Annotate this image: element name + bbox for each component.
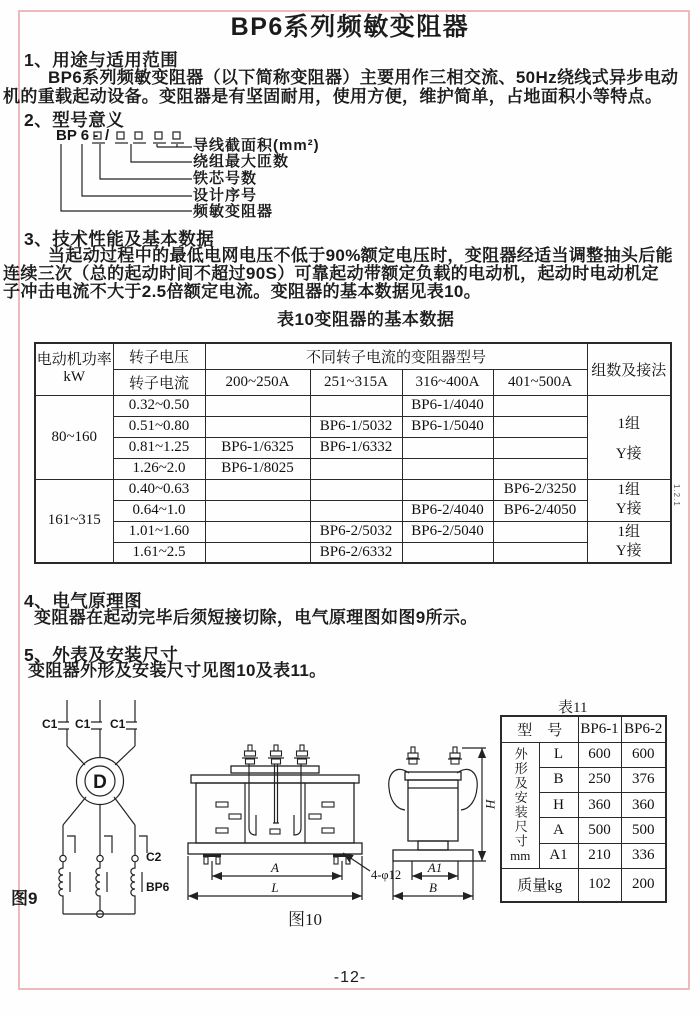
header-model: 型 号: [501, 716, 578, 742]
section-5-line: 变阻器外形及安装尺寸见图10及表11。: [28, 661, 327, 680]
voltage-cell: 0.32~0.50: [113, 395, 205, 416]
dim-value: 500: [578, 818, 621, 843]
connection-groups: 1组: [617, 482, 641, 498]
voltage-cell: 1.01~1.60: [113, 521, 205, 542]
dim-value: 600: [621, 742, 666, 767]
header-models: 不同转子电流的变阻器型号: [205, 343, 587, 369]
model-cell: [205, 521, 310, 542]
voltage-cell: 0.51~0.80: [113, 416, 205, 437]
table-row: [35, 437, 671, 458]
front-view: [188, 745, 401, 900]
model-code-slash: /: [105, 127, 110, 144]
model-cell: BP6-2/4040: [402, 500, 493, 521]
section-3-line-1: 当起动过程中的最低电网电压不低于90%额定电压时，变阻器经适当调整抽头后能: [48, 246, 673, 265]
motor-letter: D: [93, 772, 107, 793]
dim-name: L: [539, 742, 578, 767]
dimensions-group-label: 外形及安装尺寸: [512, 746, 528, 848]
table-row: [35, 416, 671, 437]
voltage-cell: 0.40~0.63: [113, 479, 205, 500]
table-row: [35, 521, 671, 542]
table-row: [501, 742, 666, 767]
model-code-callout-lines: [61, 144, 192, 211]
model-cell: BP6-1/6332: [310, 437, 402, 458]
model-cell: BP6-1/8025: [205, 458, 310, 479]
power-range-2: 161~315: [35, 479, 113, 563]
connection-cell: [587, 479, 671, 521]
dim-value: 600: [578, 742, 621, 767]
section-3-line-3: 子冲击电流不大于2.5倍额定电流。变阻器的基本数据见表10。: [3, 282, 482, 301]
header-current-col-3: 316~400A: [402, 369, 493, 395]
dim-name: A: [539, 818, 578, 843]
table-row: [35, 479, 671, 500]
dim-label-h: H: [483, 799, 498, 809]
contactor-c2-label: C2: [146, 850, 162, 864]
header-motor-power-unit: kW: [63, 369, 86, 386]
model-cell: BP6-2/5032: [310, 521, 402, 542]
model-cell: [493, 395, 587, 416]
section-1-line-1: BP6系列频敏变阻器（以下简称变阻器）主要用作三相交流、50Hz绕线式异步电动: [48, 68, 679, 87]
lifting-hoop-left: [389, 769, 409, 810]
figure-9-caption: 图9: [11, 889, 38, 908]
dimensions-group-cell: [501, 742, 539, 869]
dim-label-l: L: [271, 880, 279, 895]
model-label-rheostat: 频敏变阻器: [193, 203, 274, 220]
section-3-line-2: 连续三次（总的起动时间不超过90S）可靠起动带额定负载的电动机，起动时电动机定: [3, 264, 659, 283]
section-1-line-2: 机的重载起动设备。变阻器是有坚固耐用，使用方便，维护简单，占地面积小等特点。: [3, 87, 663, 106]
model-cell: [310, 395, 402, 416]
dim-value: 360: [621, 793, 666, 818]
weight-value: 102: [578, 869, 621, 902]
table-row: [35, 458, 671, 479]
dim-value: 360: [578, 793, 621, 818]
model-cell: [205, 395, 310, 416]
model-cell: [205, 542, 310, 563]
weight-value: 200: [621, 869, 666, 902]
rheostat-bp6-label: BP6: [146, 880, 170, 894]
dim-name: H: [539, 793, 578, 818]
model-cell: [402, 458, 493, 479]
table-11-caption: 表11: [558, 700, 588, 716]
table-10: [34, 342, 672, 564]
model-cell: [205, 416, 310, 437]
model-cell: [402, 542, 493, 563]
model-cell: [402, 479, 493, 500]
header-bp6-2: BP6-2: [621, 716, 666, 742]
model-cell: BP6-1/4040: [402, 395, 493, 416]
header-rotor-voltage: 转子电压: [113, 343, 205, 369]
figure-10-caption: 图10: [288, 910, 322, 929]
model-cell: [310, 458, 402, 479]
dim-value: 500: [621, 818, 666, 843]
dim-name: A1: [539, 843, 578, 868]
model-code-prefix: BP 6 -: [56, 127, 99, 144]
model-cell: BP6-1/6325: [205, 437, 310, 458]
table-10-caption: 表10变阻器的基本数据: [277, 310, 455, 329]
model-label-core-number: 铁芯号数: [193, 170, 258, 187]
model-cell: [493, 458, 587, 479]
dim-lines-front: [188, 853, 370, 900]
table-row: [35, 395, 671, 416]
model-label-wire-section: 导线截面积(mm²): [193, 137, 320, 154]
page-title: BP6系列频敏变阻器: [230, 13, 470, 41]
margin-scan-artifact: 1.2.1: [672, 484, 681, 507]
connection-type: Y接: [615, 542, 642, 559]
model-label-max-turns: 绕组最大匝数: [193, 153, 290, 170]
terminal-bolts-side: [406, 747, 462, 764]
header-bp6-1: BP6-1: [578, 716, 621, 742]
rheostat-coils: [59, 862, 142, 917]
power-range-1: 80~160: [35, 395, 113, 479]
dim-value: 250: [578, 767, 621, 792]
dim-value: 376: [621, 767, 666, 792]
connection-groups: 1组: [617, 523, 641, 540]
model-cell: [493, 416, 587, 437]
dim-value: 210: [578, 843, 621, 868]
header-current-col-4: 401~500A: [493, 369, 587, 395]
section-1-heading: 1、用途与适用范围: [24, 50, 179, 70]
page-number: -12-: [333, 969, 367, 986]
voltage-cell: 1.26~2.0: [113, 458, 205, 479]
dim-value: 336: [621, 843, 666, 868]
header-current-col-1: 200~250A: [205, 369, 310, 395]
header-rotor-current: 转子电流: [113, 369, 205, 395]
connection-type: Y接: [615, 445, 642, 462]
table-row: [501, 869, 666, 902]
dim-name: B: [539, 767, 578, 792]
section-2-heading: 2、型号意义: [24, 110, 125, 130]
dimensions-unit: mm: [510, 848, 531, 863]
contactor-c1-label: C1: [110, 717, 126, 731]
table-11: [500, 715, 667, 903]
rotor-leads: [60, 797, 147, 862]
dim-label-a1: A1: [427, 860, 443, 875]
header-motor-power: [35, 343, 113, 395]
model-label-design-serial: 设计序号: [193, 187, 258, 204]
model-cell: [402, 437, 493, 458]
model-cell: BP6-2/5040: [402, 521, 493, 542]
header-current-col-2: 251~315A: [310, 369, 402, 395]
table-row: [35, 542, 671, 563]
model-code-diagram: [50, 126, 198, 218]
model-cell: BP6-2/6332: [310, 542, 402, 563]
voltage-cell: 0.81~1.25: [113, 437, 205, 458]
model-cell: [205, 500, 310, 521]
side-view: [389, 747, 498, 900]
model-cell: BP6-1/5040: [402, 416, 493, 437]
model-cell: BP6-2/3250: [493, 479, 587, 500]
header-groups-connection: 组数及接法: [587, 343, 671, 395]
model-cell: [310, 479, 402, 500]
model-cell: [310, 500, 402, 521]
connection-groups: 1组: [617, 415, 641, 432]
model-cell: [493, 542, 587, 563]
figure-10-drawing: [183, 740, 498, 928]
voltage-cell: 0.64~1.0: [113, 500, 205, 521]
model-cell: BP6-1/5032: [310, 416, 402, 437]
connection-type: Y接: [615, 501, 642, 517]
dim-label-b: B: [429, 880, 437, 895]
header-motor-power-text: 电动机功率: [36, 352, 112, 369]
section-4-heading: 4、电气原理图: [24, 591, 143, 611]
connection-cell: [587, 395, 671, 479]
section-5-heading: 5、外表及安装尺寸: [24, 645, 179, 665]
voltage-cell: 1.61~2.5: [113, 542, 205, 563]
model-cell: [493, 521, 587, 542]
model-cell: BP6-2/4050: [493, 500, 587, 521]
contactor-c1-label: C1: [75, 717, 91, 731]
connection-cell: [587, 521, 671, 563]
lifting-hoop-right: [457, 769, 477, 810]
dim-label-a: A: [271, 860, 279, 875]
weight-label: 质量kg: [501, 869, 578, 902]
model-cell: [493, 437, 587, 458]
contactor-c1-label: C1: [42, 717, 58, 731]
terminal-bolts: [242, 745, 310, 764]
mounting-holes-note: 4-φ12: [371, 868, 402, 882]
section-3-heading: 3、技术性能及基本数据: [24, 229, 215, 249]
section-4-line: 变阻器在起动完毕后须短接切除，电气原理图如图9所示。: [34, 608, 478, 627]
figure-9-schematic: [8, 692, 190, 958]
table-row: [35, 500, 671, 521]
model-cell: [205, 479, 310, 500]
